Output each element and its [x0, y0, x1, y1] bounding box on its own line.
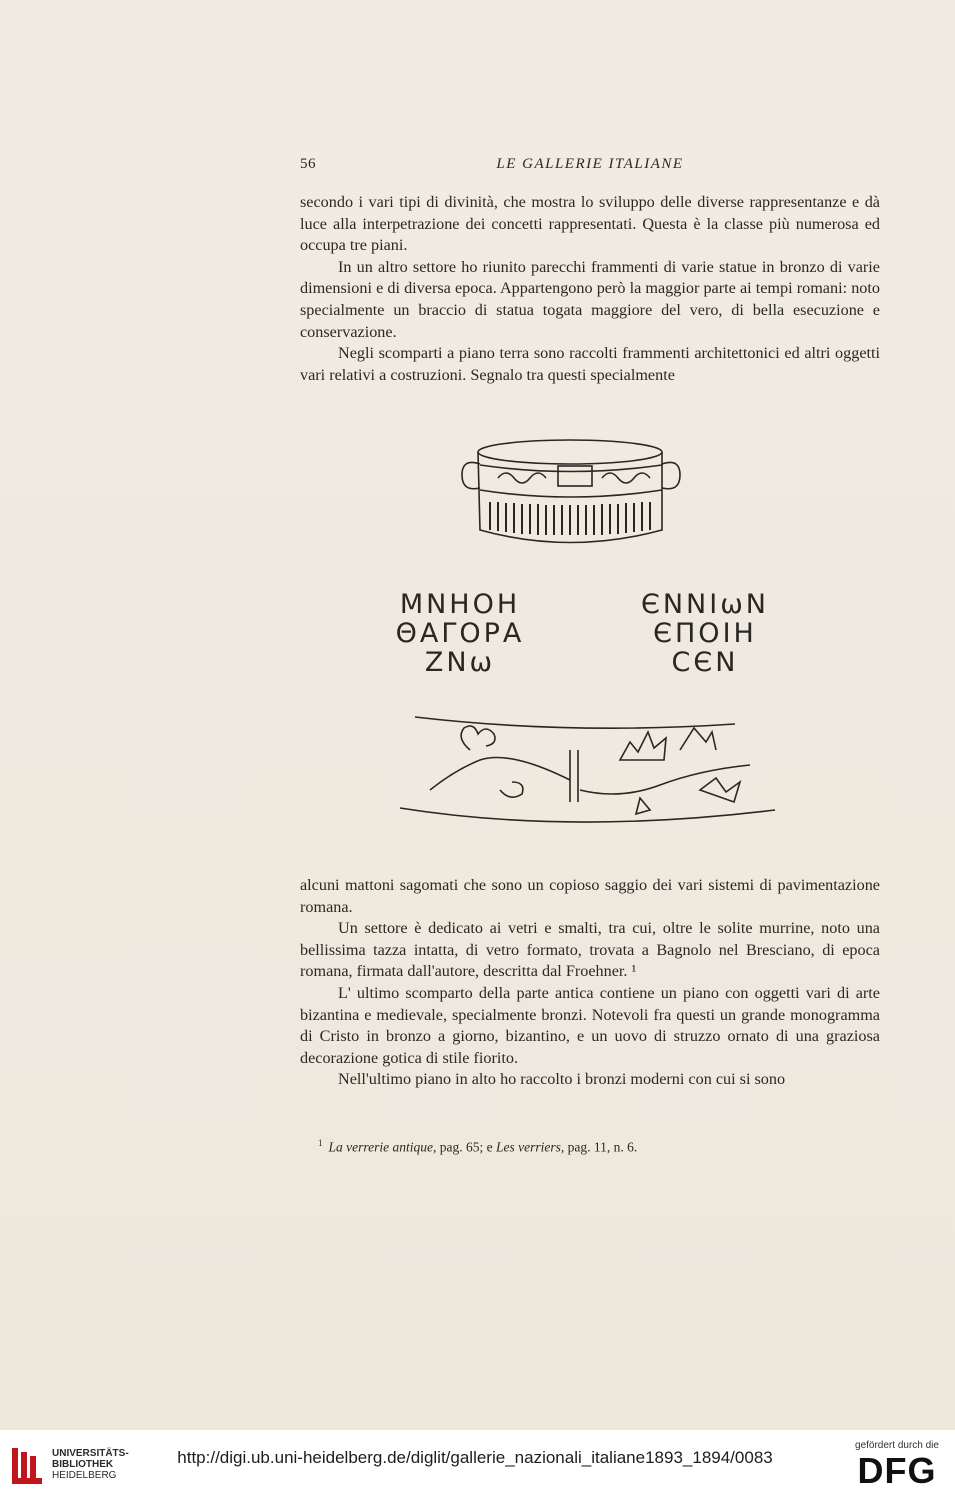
- paragraph: Nell'ultimo piano in alto ho raccolto i bronzi moderni con cui si sono: [338, 1070, 786, 1089]
- dfg-logo-icon: DFG: [857, 1450, 937, 1491]
- inscription-left-line-3: ΖΝω: [424, 647, 496, 678]
- inscription-left-line-1: ΜΝΗΟΗ: [399, 589, 521, 620]
- inscription-left-line-2: ΘΑΓΟΡΑ: [395, 618, 525, 649]
- footnote-text-tail: pag. 11, n. 6.: [564, 1139, 638, 1155]
- paragraph: alcuni mattoni sagomati che sono un copioso saggio dei vari sistemi di pavimentazione romana.: [300, 876, 880, 916]
- text-block-top: [300, 192, 880, 386]
- running-title: LE GALLERIE ITALIANE: [496, 156, 684, 172]
- paragraph: secondo i vari tipi di divinità, che mostra lo sviluppo delle diverse rappresentanze e dà luce alla interpetrazione dei concetti rappresentati. Questa è la classe più numerosa ed occupa tre piani.: [300, 193, 880, 255]
- running-head: [300, 156, 880, 180]
- library-name-line-2: BIBLIOTHEK: [52, 1459, 114, 1470]
- footnote-title-2: Les verriers,: [495, 1139, 565, 1155]
- dfg-logo[interactable]: [842, 1440, 952, 1500]
- glass-cup-illustration: [380, 430, 800, 840]
- library-logo[interactable]: [10, 1446, 150, 1490]
- cup-drawing: [462, 440, 680, 543]
- library-name-line-3: HEIDELBERG: [52, 1470, 117, 1481]
- footnote: [300, 1134, 898, 1157]
- footnote-marker: 1: [318, 1138, 323, 1148]
- vine-frieze-drawing: [400, 717, 775, 822]
- paragraph: In un altro settore ho riunito parecchi frammenti di varie statue in bronzo di varie dimensioni e di diversa epoca. Appartengono però la maggior parte ai tempi romani: noto specialmente un braccio di statua togata maggiore del vero, di bella esecuzione e conservazione.: [300, 257, 880, 341]
- footnote-text: pag. 65; e: [436, 1139, 496, 1155]
- permalink-url[interactable]: http://digi.ub.uni-heidelberg.de/diglit/gallerie_nazionali_italiane1893_1894/0083: [177, 1448, 773, 1467]
- inscription-right-line-3: CЄΝ: [671, 647, 739, 678]
- paragraph: Negli scomparti a piano terra sono raccolti frammenti architettonici ed altri oggetti vari relativi a costruzioni. Segnalo tra questi specialmente: [300, 344, 880, 384]
- paragraph: Un settore è dedicato ai vetri e smalti, tra cui, oltre le solite murrine, noto una bellissima tazza intatta, di vetro formato, trovata a Bagnolo nel Bresciano, di epoca romana, firmata dall'autore, descritta dal Froehner. ¹: [300, 919, 880, 981]
- inscription-right-line-2: ЄΠΟΙΗ: [653, 618, 757, 649]
- text-block-bottom: [300, 875, 880, 1091]
- footnote-title-1: La verrerie antique,: [328, 1139, 437, 1155]
- page-number: 56: [300, 156, 316, 172]
- library-name: [52, 1448, 129, 1481]
- library-logo-icon: [10, 1446, 44, 1486]
- paragraph: L' ultimo scomparto della parte antica contiene un piano con oggetti vari di arte bizantina e medievale, specialmente bronzi. Notevoli fra questi un grande monogramma di Cristo in bronzo a giorno, bizantino, e un uovo di struzzo ornato di una graziosa decorazione gotica di stile fiorito.: [300, 983, 880, 1067]
- inscription-right-line-1: ЄΝΝΙωΝ: [640, 589, 770, 620]
- library-name-line-1: UNIVERSITÄTS-: [52, 1448, 129, 1459]
- funder-caption: gefördert durch die: [855, 1440, 939, 1451]
